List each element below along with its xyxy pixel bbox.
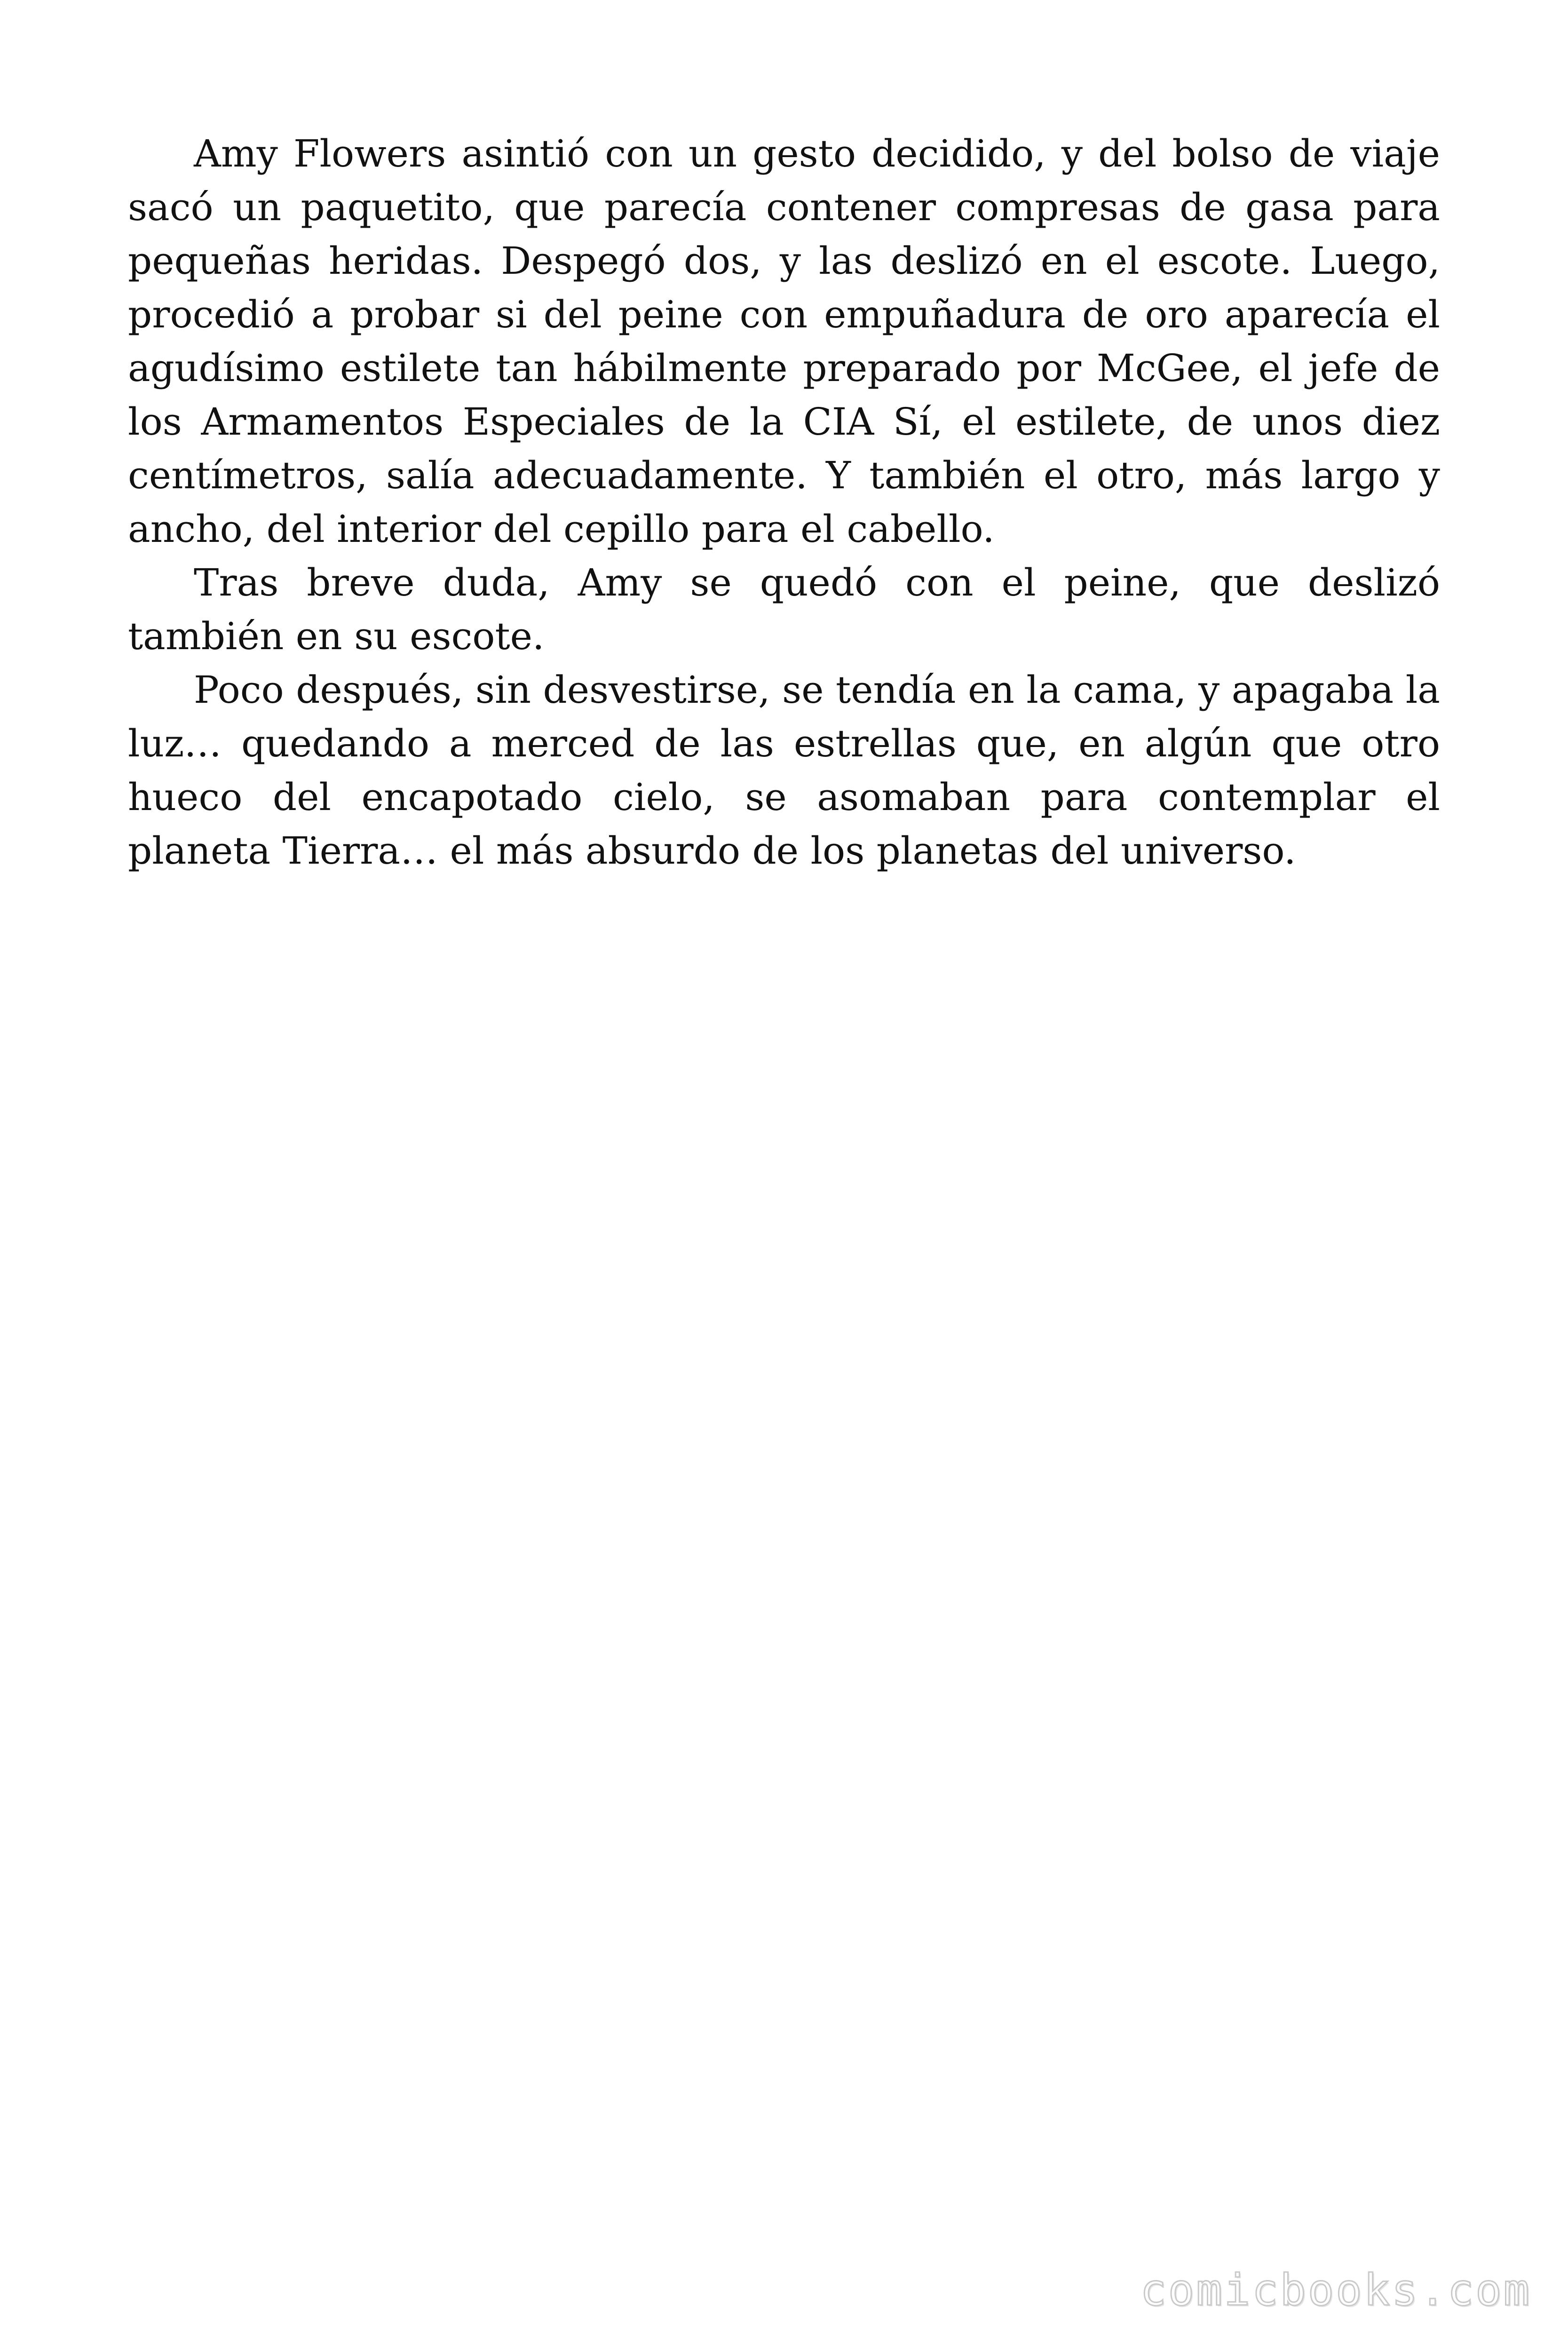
paragraph-2: Tras breve duda, Amy se quedó con el peine, que deslizó también en su escote. bbox=[128, 561, 1440, 658]
watermark: comicbooks.com bbox=[1140, 2265, 1531, 2315]
page-body bbox=[128, 127, 1440, 878]
paragraph-3: Poco después, sin desvestirse, se tendía en la cama, y apagaba la luz… quedando a merced de las estrellas que, en algún que otro hueco del encapotado cielo, se asomaban para contemplar el planeta Tierra… el más absurdo de los planetas del universo. bbox=[128, 668, 1440, 873]
paragraph-1: Amy Flowers asintió con un gesto decidido, y del bolso de viaje sacó un paquetito, que parecía contener compresas de gasa para pequeñas heridas. Despegó dos, y las deslizó en el escote. Luego, procedió a probar si del peine con empuñadura de oro aparecía el agudísimo estilete tan hábilmente preparado por McGee, el jefe de los Armamentos Especiales de la CIA Sí, el estilete, de unos diez centímetros, salía adecuadamente. Y también el otro, más largo y ancho, del interior del cepillo para el cabello. bbox=[128, 132, 1440, 551]
